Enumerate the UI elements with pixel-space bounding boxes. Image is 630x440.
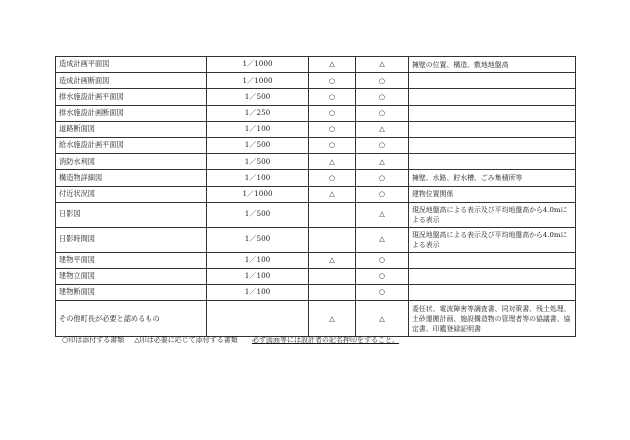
scale-cell: 1／500 [207,89,309,105]
scale-cell: 1／250 [207,105,309,121]
scale-cell: 1／500 [207,154,309,170]
mark-cell-2: ○ [356,89,409,105]
mark-cell-2: △ [356,202,409,227]
drawing-name-cell: 道路断面図 [56,121,207,137]
mark-cell-2: ○ [356,252,409,268]
mark-cell-1: △ [309,57,356,73]
remarks-cell [409,252,576,268]
table-row [56,285,576,301]
table-row [56,301,576,337]
drawing-name-cell: 付近状況図 [56,186,207,202]
drawing-name-cell: 造成計画断面図 [56,73,207,89]
table-row [56,252,576,268]
mark-cell-1: ○ [309,137,356,153]
scale-cell [207,301,309,337]
remarks-cell [409,268,576,284]
table-row [56,186,576,202]
remarks-cell [409,285,576,301]
drawing-name-cell: 建物断面図 [56,285,207,301]
remarks-cell [409,89,576,105]
table-footnote [62,335,407,345]
mark-cell-2: △ [356,301,409,337]
scale-cell: 1／500 [207,137,309,153]
mark-cell-1 [309,285,356,301]
table-row [56,154,576,170]
scale-cell: 1／500 [207,202,309,227]
table-body [56,57,576,337]
table-row [56,105,576,121]
remarks-cell [409,121,576,137]
mark-cell-1: △ [309,186,356,202]
mark-cell-1 [309,202,356,227]
mark-cell-2: ○ [356,105,409,121]
mark-cell-1: ○ [309,89,356,105]
mark-cell-2: △ [356,154,409,170]
remarks-cell [409,154,576,170]
mark-cell-1: ○ [309,170,356,186]
mark-cell-1: △ [309,252,356,268]
scale-cell: 1／1000 [207,73,309,89]
table-row [56,202,576,227]
mark-cell-1: ○ [309,121,356,137]
mark-cell-2: ○ [356,186,409,202]
remarks-cell: 擁壁、水路、貯水槽、ごみ集積所等 [409,170,576,186]
remarks-cell [409,137,576,153]
drawing-name-cell: その他町長が必要と認めるもの [56,301,207,337]
drawing-name-cell: 建物平面図 [56,252,207,268]
mark-cell-1: ○ [309,105,356,121]
required-documents-table [55,56,576,337]
drawing-name-cell: 排水施設計画断面図 [56,105,207,121]
scale-cell: 1／1000 [207,186,309,202]
remarks-cell: 建物位置関係 [409,186,576,202]
remarks-cell: 委任状、電波障害等調査書、同対策書、残土処理、土砂運搬計画、施設構造物の管理者等の協議書、協定書、印鑑登録証明書 [409,301,576,337]
table-row [56,227,576,252]
designer-seal-notice: 必ず図面等には設計者の記名押印をすること。 [251,336,399,344]
legend-circle-text: ○印は添付する書類 [62,336,125,344]
scale-cell: 1／100 [207,268,309,284]
mark-cell-2: ○ [356,268,409,284]
table-row [56,73,576,89]
drawing-name-cell: 建物立面図 [56,268,207,284]
table-row [56,89,576,105]
scale-cell: 1／100 [207,121,309,137]
table-row [56,57,576,73]
scale-cell: 1／500 [207,227,309,252]
mark-cell-2: ○ [356,73,409,89]
mark-cell-1 [309,227,356,252]
mark-cell-2: ○ [356,137,409,153]
mark-cell-1: △ [309,301,356,337]
drawing-name-cell: 給水施設計画平面図 [56,137,207,153]
mark-cell-2: ○ [356,170,409,186]
remarks-cell: 現況地盤高による表示及び平均地盤高から4.0mによる表示 [409,227,576,252]
table-row [56,137,576,153]
scale-cell: 1／100 [207,285,309,301]
remarks-cell: 現況地盤高による表示及び平均地盤高から4.0mによる表示 [409,202,576,227]
table-row [56,121,576,137]
mark-cell-1: ○ [309,73,356,89]
mark-cell-1 [309,268,356,284]
mark-cell-2: △ [356,227,409,252]
remarks-cell [409,105,576,121]
drawing-name-cell: 日影図 [56,202,207,227]
drawing-name-cell: 排水施設計画平面図 [56,89,207,105]
legend-triangle-text: △印は必要に応じて添付する書類 [134,336,238,344]
mark-cell-1: △ [309,154,356,170]
table-row [56,170,576,186]
remarks-cell [409,73,576,89]
mark-cell-2: △ [356,57,409,73]
mark-cell-2: ○ [356,285,409,301]
scale-cell: 1／1000 [207,57,309,73]
table-row [56,268,576,284]
mark-cell-2: △ [356,121,409,137]
scale-cell: 1／100 [207,170,309,186]
drawing-name-cell: 日影時間図 [56,227,207,252]
drawing-name-cell: 消防水利図 [56,154,207,170]
drawing-name-cell: 造成計画平面図 [56,57,207,73]
drawing-name-cell: 構造物詳細図 [56,170,207,186]
remarks-cell: 擁壁の位置、構造、敷地地盤高 [409,57,576,73]
scale-cell: 1／100 [207,252,309,268]
